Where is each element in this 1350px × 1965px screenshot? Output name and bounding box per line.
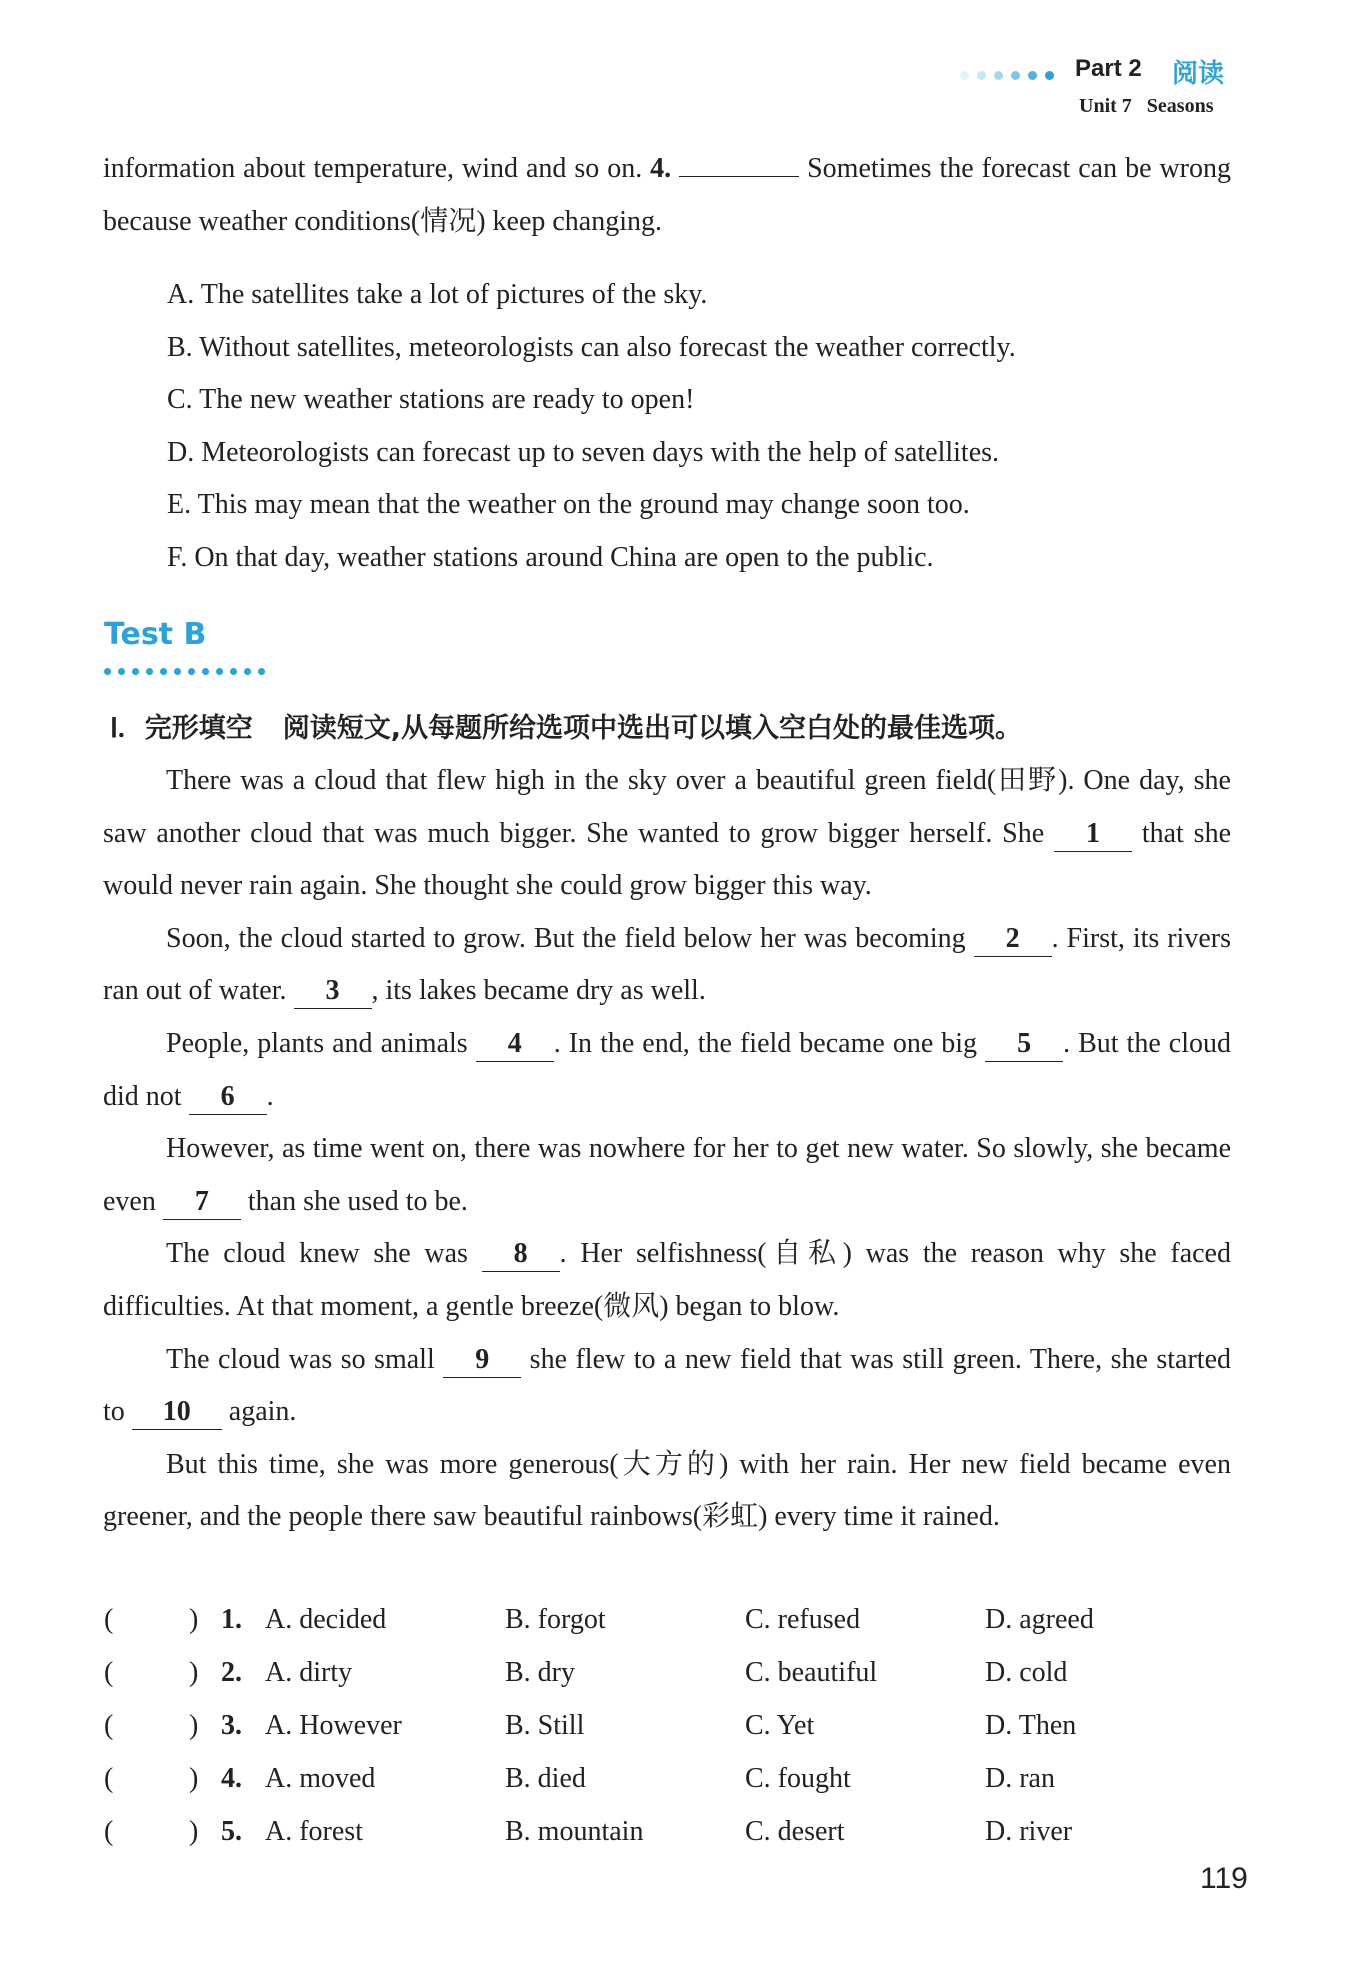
story-paragraph-4	[103, 1123, 1231, 1228]
answer-blank-4[interactable]	[679, 176, 799, 177]
title-dot	[258, 668, 265, 675]
choice-a: A. decided	[265, 1604, 387, 1635]
answer-paren-open[interactable]: (	[104, 1763, 114, 1794]
choice-c: C. fought	[745, 1763, 851, 1794]
story-text: . First, its rivers ran out of water.	[103, 922, 1231, 1007]
title-dot	[132, 668, 139, 675]
title-dot	[244, 668, 251, 675]
question-number: 5.	[221, 1816, 242, 1847]
choice-b: B. mountain	[505, 1816, 644, 1847]
answer-paren-close[interactable]: )	[189, 1763, 199, 1794]
header-dot	[994, 71, 1003, 80]
header-part: Part 2	[1075, 55, 1142, 82]
choice-b: B. forgot	[505, 1604, 606, 1635]
choice-a: A. dirty	[265, 1657, 353, 1688]
option-e: E. This may mean that the weather on the ground may change soon too.	[167, 489, 970, 521]
choice-a: A. However	[265, 1710, 402, 1741]
story-text: However, as time went on, there was nowhere for her to get new water. So slowly, she became even	[103, 1133, 1231, 1217]
answer-paren-open[interactable]: (	[104, 1604, 114, 1635]
options-list	[167, 269, 1016, 585]
question-row-5	[104, 1806, 1284, 1858]
answer-paren-close[interactable]: )	[189, 1604, 199, 1635]
story-paragraph-6	[103, 1334, 1231, 1439]
header-dot	[1045, 71, 1054, 80]
passage-end	[103, 143, 1231, 248]
story-text: The cloud knew she was	[166, 1238, 482, 1270]
story-paragraph-3	[103, 1018, 1231, 1123]
choice-c: C. Yet	[745, 1710, 815, 1741]
choice-d: D. cold	[985, 1657, 1068, 1688]
story-text: . Her selfishness(自私) was the reason why she faced difficulties. At that moment, a gentle breeze(微风) began to blow.	[103, 1238, 1231, 1322]
title-dot	[202, 668, 209, 675]
title-dot	[146, 668, 153, 675]
story-text: . But the cloud did not	[103, 1027, 1231, 1112]
header-dot	[1011, 71, 1020, 80]
title-dot	[188, 668, 195, 675]
choice-a: A. moved	[265, 1763, 376, 1794]
passage-text: information about temperature, wind and so on.	[103, 153, 651, 184]
option-b: B. Without satellites, meteorologists can also forecast the weather correctly.	[167, 331, 1016, 363]
option-d: D. Meteorologists can forecast up to seven days with the help of satellites.	[167, 436, 1000, 468]
story-paragraph-7: But this time, she was more generous(大方的) with her rain. Her new field became even greener, and the people there saw beautiful rainbows(彩虹) every time it rained.	[103, 1448, 1231, 1533]
answer-blank-9[interactable]: 9	[443, 1343, 521, 1378]
question-number: 1.	[221, 1604, 242, 1635]
header-unit-title: Seasons	[1146, 95, 1214, 117]
question-number: 2.	[221, 1657, 242, 1688]
section-type: 完形填空	[144, 713, 253, 744]
option-c: C. The new weather stations are ready to open!	[167, 384, 695, 416]
page-number: 119	[1200, 1862, 1248, 1895]
question-number: 3.	[221, 1710, 242, 1741]
story-text: People, plants and animals	[166, 1027, 476, 1059]
answer-blank-4[interactable]: 4	[476, 1027, 554, 1062]
answer-paren-close[interactable]: )	[189, 1710, 199, 1741]
choice-c: C. beautiful	[745, 1657, 878, 1688]
answer-paren-open[interactable]: (	[104, 1710, 114, 1741]
title-dot	[230, 668, 237, 675]
story-text: Soon, the cloud started to grow. But the field below her was becoming	[166, 922, 974, 954]
header-dots-decoration	[960, 66, 1070, 80]
test-b-underline-dots	[104, 668, 289, 678]
header-unit-number: Unit 7	[1079, 95, 1132, 117]
story-paragraph-2	[103, 913, 1231, 1018]
story-text: , its lakes became dry as well.	[371, 975, 706, 1007]
title-dot	[216, 668, 223, 675]
choice-d: D. Then	[985, 1710, 1077, 1741]
header-dot	[977, 71, 986, 80]
test-b-title: Test B	[104, 617, 207, 652]
choice-d: D. river	[985, 1816, 1073, 1847]
title-dot	[160, 668, 167, 675]
question-4-number: 4.	[650, 153, 672, 184]
choice-a: A. forest	[265, 1816, 363, 1847]
answer-blank-3[interactable]: 3	[294, 974, 372, 1009]
story-paragraph-1	[103, 755, 1231, 913]
question-row-1	[104, 1594, 1284, 1646]
title-dot	[118, 668, 125, 675]
answer-paren-open[interactable]: (	[104, 1816, 114, 1847]
answer-blank-2[interactable]: 2	[974, 922, 1052, 957]
story-text: There was a cloud that flew high in the sky over a beautiful green field(田野). One day, she saw another cloud that was much bigger. She wanted to grow bigger herself. She	[103, 765, 1231, 849]
choice-d: D. ran	[985, 1763, 1055, 1794]
passage-text: Sometimes the forecast can be wrong because weather conditions(情况) keep changing.	[103, 153, 1232, 237]
option-f: F. On that day, weather stations around China are open to the public.	[167, 541, 934, 573]
passage-end-paragraph	[103, 143, 1231, 248]
header-dot	[1028, 71, 1037, 80]
story-text: she flew to a new field that was still green. There, she started to	[103, 1343, 1232, 1428]
answer-blank-5[interactable]: 5	[985, 1027, 1063, 1062]
answer-blank-6[interactable]: 6	[189, 1080, 267, 1115]
title-dot	[104, 668, 111, 675]
story-text: again.	[221, 1396, 297, 1428]
story-text: that she would never rain again. She thought she could grow bigger this way.	[103, 817, 1231, 902]
section-number: Ⅰ.	[110, 713, 125, 743]
header-section-cn: 阅读	[1172, 59, 1225, 89]
answer-paren-close[interactable]: )	[189, 1657, 199, 1688]
story-text: The cloud was so small	[166, 1343, 444, 1375]
title-dot	[174, 668, 181, 675]
answer-blank-8[interactable]: 8	[482, 1237, 560, 1272]
answer-blank-7[interactable]: 7	[163, 1185, 241, 1220]
cloze-passage	[103, 755, 1231, 1544]
header-unit	[1079, 95, 1214, 118]
choice-b: B. Still	[505, 1710, 585, 1741]
choice-d: D. agreed	[985, 1604, 1094, 1635]
story-text: .	[266, 1080, 274, 1112]
section-heading	[110, 706, 1022, 745]
answer-blank-10[interactable]: 10	[132, 1395, 222, 1430]
question-row-4	[104, 1753, 1284, 1805]
choice-b: B. died	[505, 1763, 586, 1794]
story-text: . In the end, the field became one big	[553, 1027, 986, 1059]
section-instruction: 阅读短文,从每题所给选项中选出可以填入空白处的最佳选项。	[282, 713, 1022, 744]
answer-paren-open[interactable]: (	[104, 1657, 114, 1688]
choice-c: C. refused	[745, 1604, 861, 1635]
story-paragraph-5	[103, 1228, 1231, 1333]
header-dot	[960, 71, 969, 80]
question-row-3	[104, 1700, 1284, 1752]
choice-c: C. desert	[745, 1816, 845, 1847]
question-row-2	[104, 1647, 1284, 1699]
option-a: A. The satellites take a lot of pictures of the sky.	[167, 279, 708, 310]
answer-paren-close[interactable]: )	[189, 1816, 199, 1847]
story-text: than she used to be.	[240, 1185, 468, 1217]
choice-b: B. dry	[505, 1657, 575, 1688]
answer-blank-1[interactable]: 1	[1054, 817, 1132, 852]
question-number: 4.	[221, 1763, 242, 1794]
